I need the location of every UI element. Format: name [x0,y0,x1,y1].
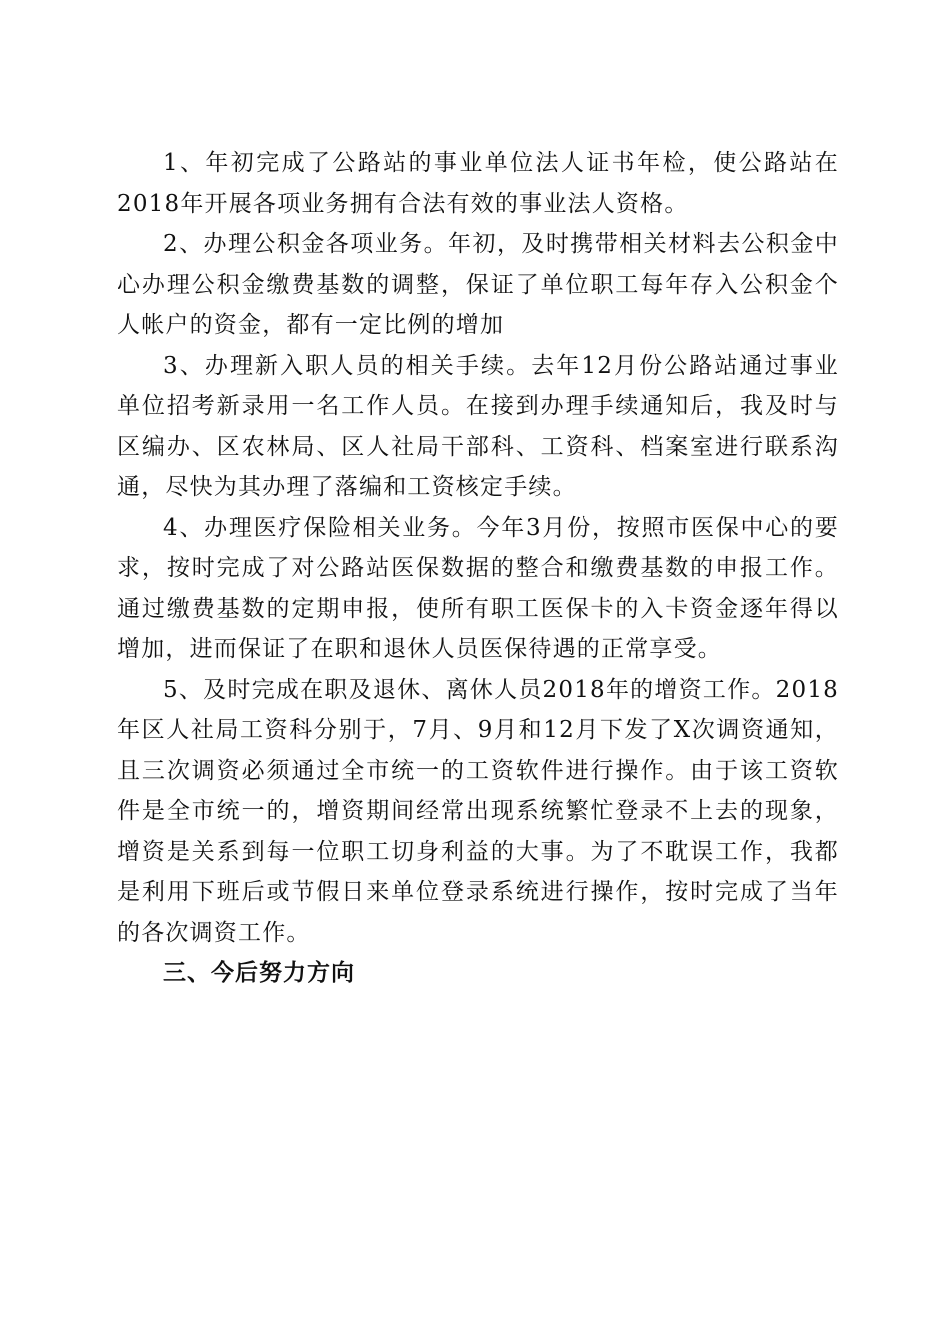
paragraph-salary-increase: 5、及时完成在职及退休、离休人员2018年的增资工作。2018年区人社局工资科分别于，7月、9月和12月下发了X次调资通知，且三次调资必须通过全市统一的工资软件进行操作。由于该工资软件是全市统一的，增资期间经常出现系统繁忙登录不上去的现象，增资是关系到每一位职工切身利益的大事。为了不耽误工作，我都是利用下班后或节假日来单位登录系统进行操作，按时完成了当年的各次调资工作。 [117,676,839,946]
paragraph-annual-inspection: 1、年初完成了公路站的事业单位法人证书年检，使公路站在2018年开展各项业务拥有合法有效的事业法人资格。 [117,150,839,217]
paragraph-new-hire: 3、办理新入职人员的相关手续。去年12月份公路站通过事业单位招考新录用一名工作人员。在接到办理手续通知后，我及时与区编办、区农林局、区人社局干部科、工资科、档案室进行联系沟通，尽快为其办理了落编和工资核定手续。 [117,352,839,500]
paragraph-medical-insurance: 4、办理医疗保险相关业务。今年3月份，按照市医保中心的要求，按时完成了对公路站医保数据的整合和缴费基数的申报工作。通过缴费基数的定期申报，使所有职工医保卡的入卡资金逐年得以增加，进而保证了在职和退休人员医保待遇的正常享受。 [117,514,839,662]
paragraph-housing-fund: 2、办理公积金各项业务。年初，及时携带相关材料去公积金中心办理公积金缴费基数的调整，保证了单位职工每年存入公积金个人帐户的资金，都有一定比例的增加 [117,231,839,338]
document-page [117,143,839,994]
section-heading: 三、今后努力方向 [163,960,355,986]
